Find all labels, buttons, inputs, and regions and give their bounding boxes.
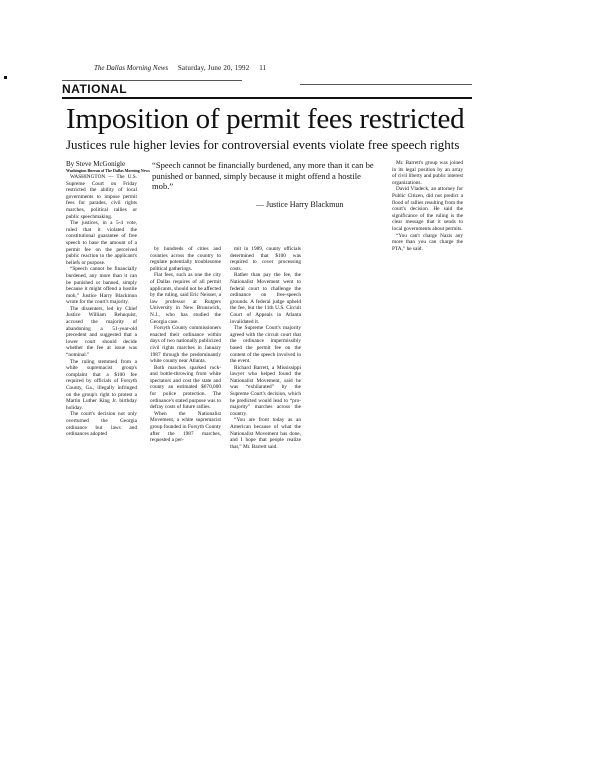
paragraph: Richard Barrett, a Mississippi lawyer who helped found the Nationalist Movement, said he was “exhilarated” by the Supreme Court's decision, which he predicted would lead to “pro-majority” marches across the country. [230,364,301,417]
paragraph: Flat fees, such as one the city of Dallas requires of all permit applicants, should not be affected by the ruling, said Eric Neisser, a law professor at Rutgers University in New Brunswick, N.J., who has studied the Georgia case. [150,272,221,325]
newspaper-name: The Dallas Morning News [94,64,169,72]
pull-quote: “Speech cannot be financially burdened, any more than it can be punished or banned, simply because it might offend a hostile mob.” [152,160,374,191]
paragraph: Rather than pay the fee, the Nationalist Movement went to federal court to challenge the ordinance on free-speech grounds. A federal judge upheld the fee, but the 11th U.S. Circuit Court of Appeals in Atlanta invalidated it. [230,272,301,325]
article-column-3 [230,246,301,450]
page-number: 11 [259,64,267,72]
headline: Imposition of permit fees restricted [66,103,465,135]
issue-date: Saturday, June 20, 1992 [177,64,250,72]
paragraph: “You are front today as an American because of what the Nationalist Movement has done, and I hope that people realize that,” Mr. Barrett said. [230,417,301,450]
byline: By Steve McGonigle [66,160,126,168]
paragraph: “You can't charge Nazis any more than you can charge the PTA,” he said. [392,232,463,252]
article-column-4 [392,160,463,252]
paragraph: Mr. Barrett's group was joined in its legal position by an array of civil liberty and public interest organizations. [392,160,463,186]
article-column-1 [66,174,137,438]
paragraph: David Vladeck, an attorney for Public Citizen, did not predict a flood of rallies resulting from the court's decision. He said the significance of the ruling is the clear message that it sends to local governments about permits. [392,186,463,232]
paragraph: The dissenters, led by Chief Justice William Rehnquist, accused the majority of abandoning a 51-year-old precedent and suggested that a lower court should decide whether the fee at issue was “nominal.” [66,305,137,359]
paragraph: The court's decision not only overturned the Georgia ordinance but laws and ordinances adopted [66,411,137,438]
masthead [94,64,266,72]
paragraph: Both marches sparked rock- and bottle-throwing from white spectators and cost the state and county an estimated $670,000 for police protection. The ordinance's stated purpose was to defray costs of future rallies. [150,364,221,411]
separator-rule [62,80,242,81]
pull-quote-attribution: — Justice Harry Blackmun [256,200,344,209]
paragraph: Forsyth County commissioners enacted their ordinance within days of two nationally publicized civil rights marches in January 1987 through the predominantly white county near Atlanta. [150,325,221,365]
paragraph: “Speech cannot be financially burdened, any more than it can be punished or banned, simply because it might offend a hostile mob,” Justice Harry Blackmun wrote for the court's majority. [66,266,137,306]
bureau-credit: Washington Bureau of The Dallas Morning News [66,168,150,173]
paragraph: The Supreme Court's majority agreed with the circuit court that the ordinance impermissibly based the permit fee on the content of the speech involved in the event. [230,325,301,365]
paragraph: When the Nationalist Movement, a white supremacist group founded in Forsyth County after the 1987 marches, requested a per- [150,410,221,444]
paragraph: The justices, in a 5-4 vote, ruled that it violated the constitutional guarantee of free speech to base the amount of a permit fee on the perceived public reaction to the applicant's beliefs or purpose. [66,220,137,266]
section-label: NATIONAL [62,82,128,96]
paragraph: by hundreds of cities and counties across the country to regulate potentially troublesome political gatherings. [150,246,221,272]
section-rule [62,97,472,99]
separator-rule [300,84,472,85]
subheadline: Justices rule higher levies for controversial events violate free speech rights [66,137,460,152]
paragraph: WASHINGTON — The U.S. Supreme Court on Friday restricted the ability of local governments to impose permit fees for parades, civil rights marches, political rallies or public speechmaking. [66,174,137,220]
paragraph: mit in 1989, county officials determined that $100 was required to cover processing costs. [230,246,301,272]
scan-mark [4,76,7,79]
article-column-2 [150,246,221,444]
paragraph: The ruling stemmed from a white supremacist group's complaint that a $100 fee required by officials of Forsyth County, Ga., illegally infringed on the group's right to protest a Martin Luther King Jr. birthday holiday. [66,358,137,411]
